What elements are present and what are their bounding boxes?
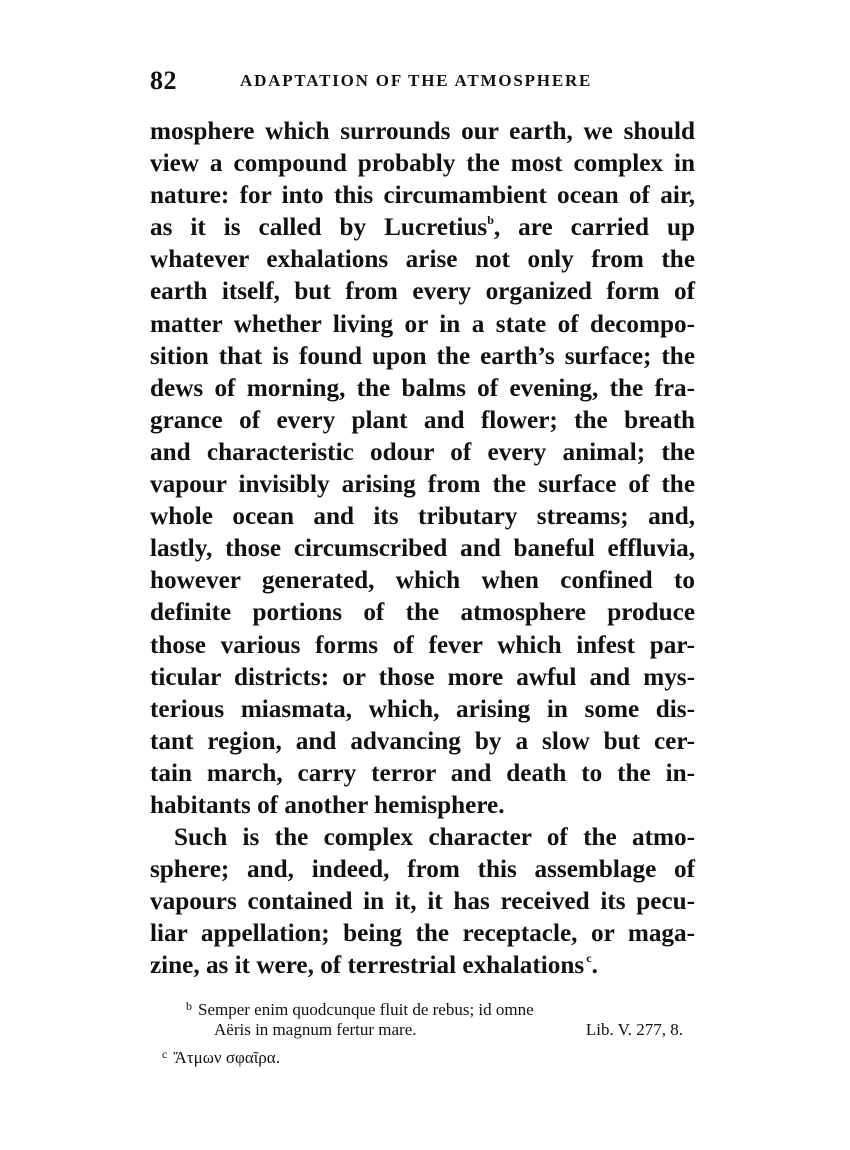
footnote-b-text: Semper enim quodcunque fluit de rebus; id omne [198,1000,534,1019]
text-line: liar appellation; being the receptacle, or maga- [150,920,695,948]
footnote-ref-c: c [586,951,592,966]
paragraph-end-line: habitants of another hemisphere. [150,791,505,819]
footnote-marker-b: b [186,999,192,1013]
footnotes [150,994,695,1066]
text-line: those various forms of fever which infest par- [150,631,695,659]
text-line: however generated, which when confined to [150,567,695,595]
text-line: tant region, and advancing by a slow but cer- [150,727,695,755]
footnote-b-continued [150,1018,695,1042]
footnote-marker-c: c [162,1047,168,1061]
text-line: lastly, those circumscribed and baneful effluvia, [150,535,695,563]
footnote-b [150,994,695,1018]
text-line: earth itself, but from every organized form of [150,278,695,306]
page-number: 82 [150,66,177,95]
text-line: dews of morning, the balms of evening, the fra- [150,374,695,402]
text-segment: zine, as it were, of terrestrial exhalations [150,952,585,980]
page-header [150,66,695,96]
text-line: whole ocean and its tributary streams; and, [150,503,695,531]
text-line: view a compound probably the most complex in [150,150,695,178]
footnote-c [150,1042,695,1066]
text-line: matter whether living or in a state of decompo- [150,310,695,338]
footnote-b-citation: Lib. V. 277, 8. [585,1020,683,1039]
text-line: and characteristic odour of every animal; the [150,438,695,466]
text-line: nature: for into this circumambient ocean of air, [150,182,695,210]
text-line: sition that is found upon the earth’s surface; the [150,342,695,370]
footnote-b-text-2: Aëris in magnum fertur mare. [214,1020,417,1039]
text-line: grance of every plant and flower; the breath [150,406,695,434]
text-line: vapour invisibly arising from the surface of the [150,471,695,499]
text-segment: as it is called by Lucretius [150,214,488,242]
main-text [150,116,695,983]
text-line: sphere; and, indeed, from this assemblage of [150,856,695,884]
text-line: vapours contained in it, it has received its pecu- [150,888,695,916]
paragraph-start-line: Such is the complex character of the atmo- [174,824,695,852]
text-line: whatever exhalations arise not only from the [150,246,695,274]
text-line: tain march, carry terror and death to the in- [150,759,695,787]
text-line [150,212,695,244]
footnote-c-text: Ἄτμων σφαῖρα. [173,1048,280,1067]
paragraph-end-line [150,950,695,982]
running-head: ADAPTATION OF THE ATMOSPHERE [240,71,593,90]
text-line: definite portions of the atmosphere produce [150,599,695,627]
text-line: ticular districts: or those more awful and mys- [150,663,695,691]
text-segment: . [591,952,598,980]
footnote-ref-b: b [487,213,494,228]
text-segment: , are carried up [493,214,695,242]
text-line: mosphere which surrounds our earth, we should [150,118,695,145]
text-line: terious miasmata, which, arising in some dis- [150,695,695,723]
